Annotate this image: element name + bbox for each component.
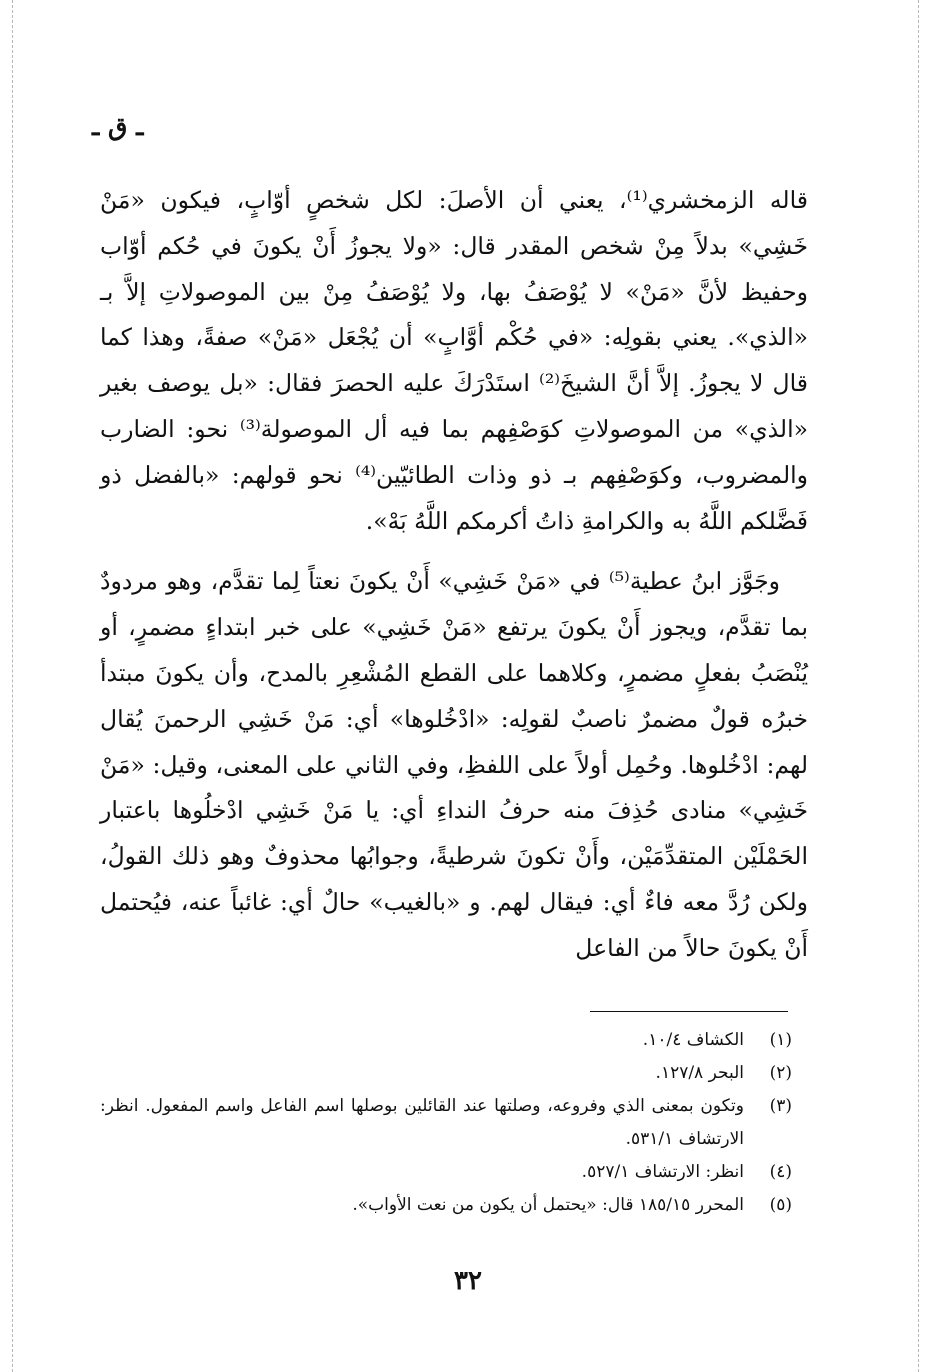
paragraph: وجَوَّز ابنُ عطية⁽⁵⁾ في «مَنْ خَشِي» أَنْ يكونَ نعتاً لِما تقدَّم، وهو مردودٌ بما تقدَّم، ويجوز أَنْ يكونَ يرتفع «مَنْ خَشِي» على خبر ابتداءٍ مضمرٍ، أو يُنْصَبُ بفعلٍ مضمرٍ، وكلاهما على القطع المُشْعِرِ بالمدح، وأن يكونَ مبتدأ خبرُه قولٌ مضمرٌ ناصبٌ لقولِه: «ادْخُلوها» أي: مَنْ خَشِي الرحمنَ يُقال لهم: ادْخُلوها. وحُمِل أولاً على اللفظِ، وفي الثاني على المعنى، وقيل: «مَنْ خَشِي» منادى حُذِفَ منه حرفُ النداءِ أي: يا مَنْ خَشِي ادْخلُوها باعتبار الحَمْلَيْن المتقدِّمَيْن، وأَنْ تكونَ شرطيةً، وجوابُها محذوفٌ وهو ذلك القولُ، ولكن رُدَّ معه فاءٌ أي: فيقال لهم. و «بالغيب» حالٌ أي: غائباً عنه، فيُحتمل أَنْ يكونَ حالاً من الفاعل [100, 567, 808, 962]
paragraph: قاله الزمخشري⁽¹⁾، يعني أن الأصلَ: لكل شخصٍ أوّابٍ، فيكون «مَنْ خَشِي» بدلاً مِنْ شخص المقدر قال: «ولا يجوزُ أَنْ يكونَ في حُكم أوّاب وحفيظ لأنَّ «مَنْ» لا يُوْصَفُ بها، ولا يُوْصَفُ مِنْ بين الموصولاتِ إلاَّ بـ «الذي». يعني بقولِه: «في حُكْم أوَّابٍ» أن يُجْعَل «مَنْ» صفةً، وهذا كما قال لا يجوزُ. إلاَّ أنَّ الشيخَ⁽²⁾ استَدْرَكَ عليه الحصرَ فقال: «بل يوصف بغير «الذي» من الموصولاتِ كوَصْفِهم بما فيه أل الموصولة⁽³⁾ نحو: الضارب والمضروب، وكوَصْفِهم بـ ذو وذات الطائيّين⁽⁴⁾ نحو قولهم: «بالفضل ذو فَضَّلكم اللَّهُ به والكرامةِ ذاتُ أكرمكم اللَّهُ بَهْ». [100, 186, 808, 535]
footnote-number: (٥) [769, 1195, 792, 1215]
footnote-text: البحر ١٢٧/٨. [655, 1063, 744, 1083]
footnote [100, 1189, 792, 1222]
footnote-number: (١) [769, 1030, 792, 1050]
footnote [100, 1156, 792, 1189]
main-text [100, 178, 808, 972]
footnote-number: (٣) [769, 1096, 792, 1116]
footnote [100, 1090, 792, 1156]
footnote-separator [590, 1011, 788, 1012]
footnote-text: انظر: الارتشاف ٥٢٧/١. [581, 1162, 744, 1182]
footnote-text: المحرر ١٨٥/١٥ قال: «يحتمل أن يكون من نعت الأواب». [352, 1195, 744, 1215]
page-header: ـ ق ـ [92, 112, 144, 141]
footnote-number: (٤) [769, 1162, 792, 1182]
footnote-number: (٢) [769, 1063, 792, 1083]
scan-guide-line-right [918, 0, 919, 1372]
footnote [100, 1057, 792, 1090]
footnotes [100, 1024, 792, 1222]
footnote [100, 1024, 792, 1057]
scan-guide-line-left [12, 0, 13, 1372]
footnote-text: وتكون بمعنى الذي وفروعه، وصلتها عند القائلين بوصلها اسم الفاعل واسم المفعول. انظر: الارتشاف ٥٣١/١. [100, 1096, 744, 1149]
footnote-text: الكشاف ١٠/٤. [642, 1030, 744, 1050]
page-number: ٣٢ [454, 1266, 482, 1296]
